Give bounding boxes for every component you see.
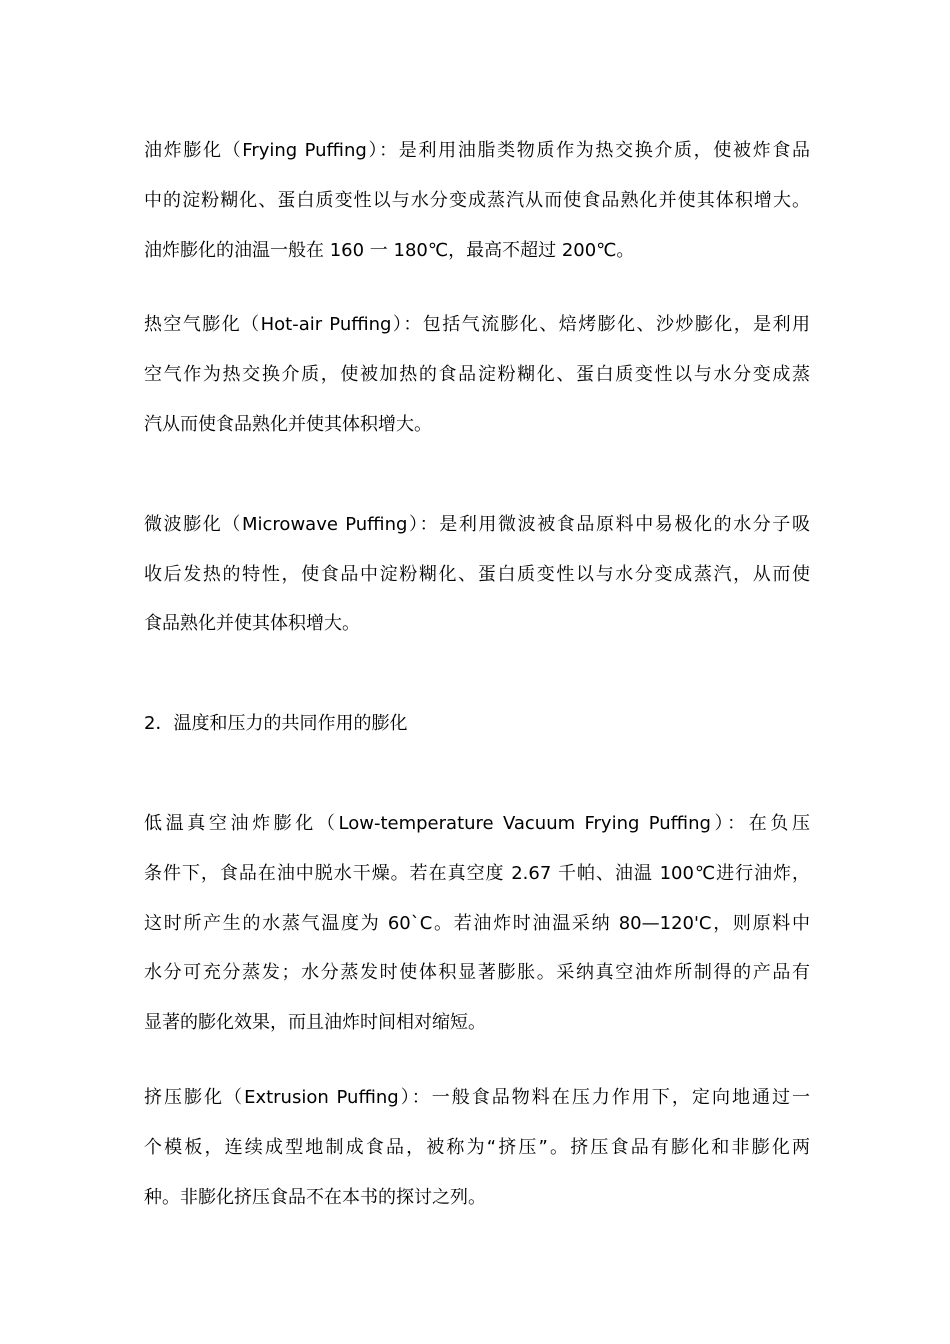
text-line: 食品熟化并使其体积增大。 bbox=[144, 613, 360, 635]
paragraph-frying-puffing bbox=[144, 126, 810, 275]
text-line: 挤压膨化（Extrusion Puffing）：一般食品物料在压力作用下，定向地通过一 bbox=[144, 1086, 810, 1108]
text-line: 个模板，连续成型地制成食品，被称为“挤压”。挤压食品有膨化和非膨化两 bbox=[144, 1136, 810, 1158]
text-line: 低温真空油炸膨化（Low-temperature Vacuum Frying Puffing）：在负压 bbox=[144, 812, 810, 834]
text-line: 显著的膨化效果，而且油炸时间相对缩短。 bbox=[144, 1012, 486, 1034]
paragraph-extrusion-puffing bbox=[144, 1073, 810, 1222]
text-line: 这时所产生的水蒸气温度为 60`C。若油炸时油温采纳 80—120'C，则原料中 bbox=[144, 912, 810, 934]
text-line: 水分可充分蒸发；水分蒸发时使体积显著膨胀。采纳真空油炸所制得的产品有 bbox=[144, 962, 810, 984]
text-line: 热空气膨化（Hot-air Puffing）：包括气流膨化、焙烤膨化、沙炒膨化，是利用 bbox=[144, 314, 810, 336]
section-heading bbox=[144, 699, 810, 749]
text-line: 收后发热的特性，使食品中淀粉糊化、蛋白质变性以与水分变成蒸汽，从而使 bbox=[144, 563, 810, 585]
paragraph-vacuum-frying-puffing bbox=[144, 799, 810, 1048]
document-page bbox=[144, 126, 810, 1222]
text-line: 2．温度和压力的共同作用的膨化 bbox=[144, 713, 408, 735]
paragraph-hot-air-puffing bbox=[144, 300, 810, 449]
text-line: 种。非膨化挤压食品不在本书的探讨之列。 bbox=[144, 1186, 486, 1208]
text-line: 汽从而使食品熟化并使其体积增大。 bbox=[144, 413, 432, 435]
text-line: 油炸膨化的油温一般在 160 一 180℃，最高不超过 200℃。 bbox=[144, 239, 635, 261]
text-line: 条件下，食品在油中脱水干燥。若在真空度 2.67 千帕、油温 100℃进行油炸， bbox=[144, 862, 810, 884]
text-line: 油炸膨化（Frying Puffing）：是利用油脂类物质作为热交换介质，使被炸食品 bbox=[144, 140, 810, 161]
text-line: 微波膨化（Microwave Puffing）：是利用微波被食品原料中易极化的水分子吸 bbox=[144, 513, 810, 535]
text-line: 空气作为热交换介质，使被加热的食品淀粉糊化、蛋白质变性以与水分变成蒸 bbox=[144, 364, 810, 386]
text-line: 中的淀粉糊化、蛋白质变性以与水分变成蒸汽从而使食品熟化并使其体积增大。 bbox=[144, 189, 810, 211]
paragraph-microwave-puffing bbox=[144, 500, 810, 649]
